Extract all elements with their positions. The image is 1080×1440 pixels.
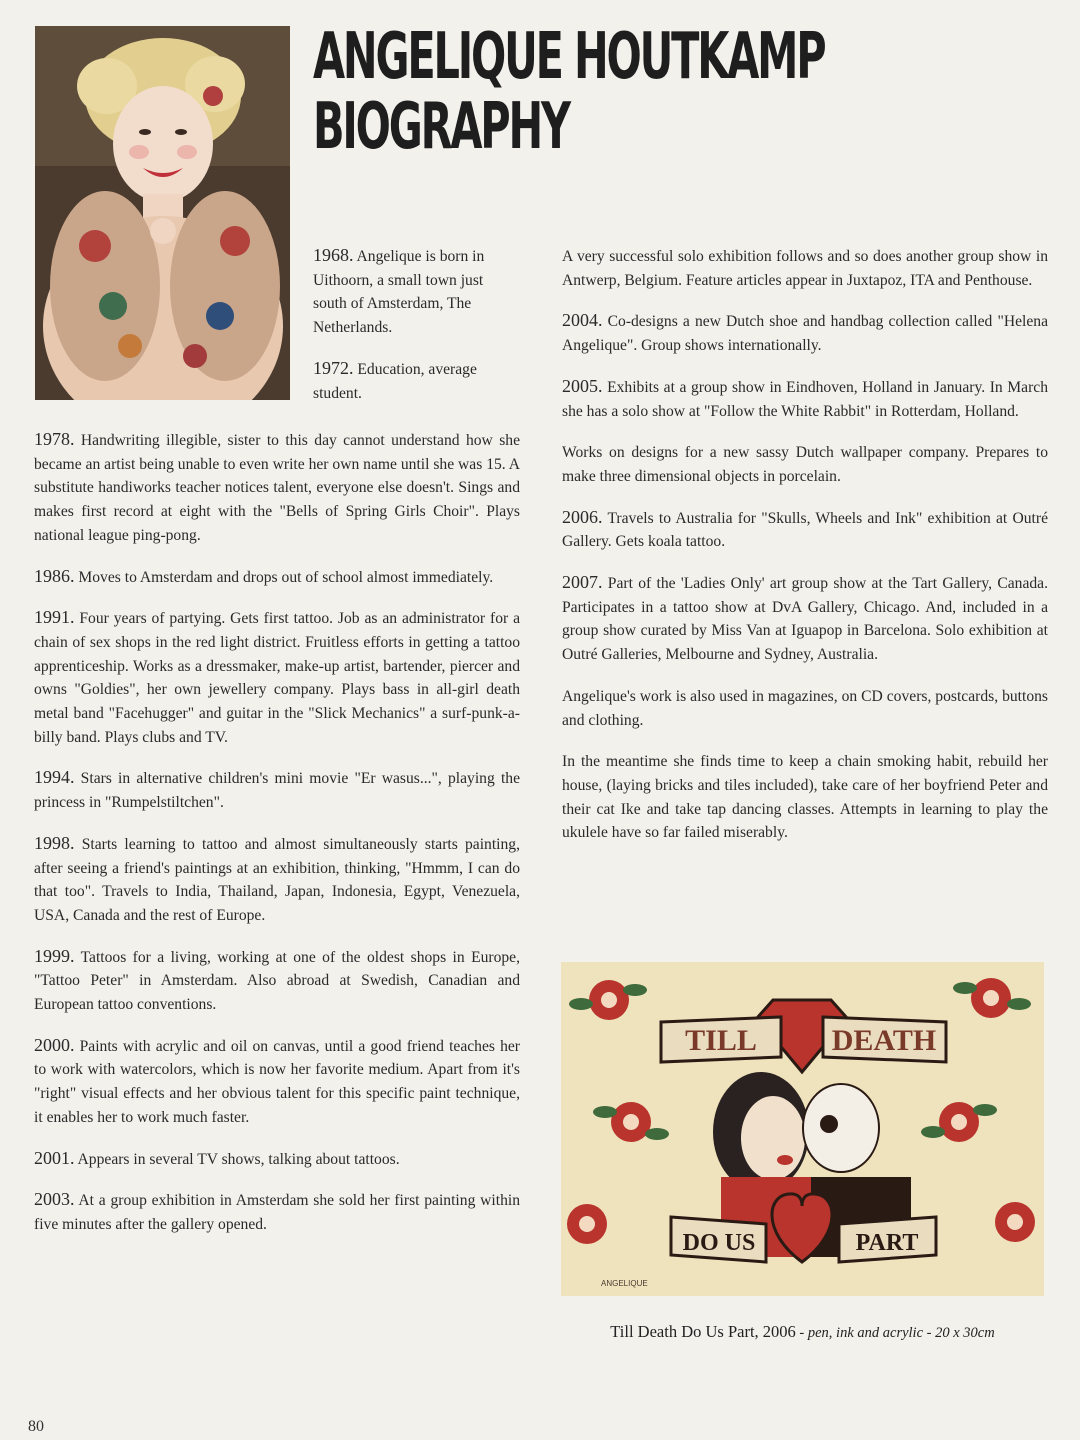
entry-text: Four years of partying. Gets first tattoo. Job as an administrator for a chain of sex shops in the red light district. Fruitless efforts in getting a tattoo apprenticeship. Works as a dressmaker, make-up artist, bartender, piercer and owns "Goldies", her own jewellery company. Plays bass in all-girl death metal band "Facehugger" and guitar in the "Slick Mechanics" a surf-punk-a-billy band. Plays clubs and TV.: [34, 610, 520, 746]
entry-text: Angelique is born in Uithoorn, a small town just south of Amsterdam, The Netherlands.: [313, 248, 485, 337]
entry-text: Education, average student.: [313, 360, 477, 402]
bio-entry: [562, 244, 1048, 292]
left-column: [34, 428, 520, 1237]
caption-title: Till Death Do Us Part, 2006: [610, 1322, 796, 1341]
entry-text: Moves to Amsterdam and drops out of school almost immediately.: [74, 568, 494, 586]
bio-entry: [562, 375, 1048, 423]
entry-text: Appears in several TV shows, talking about tattoos.: [74, 1150, 400, 1168]
entry-text: A very successful solo exhibition follows and so does another group show in Antwerp, Belgium. Feature articles appear in Juxtapoz, ITA and Penthouse.: [562, 248, 1048, 289]
bio-entry: [562, 684, 1048, 732]
page-title: [313, 20, 825, 164]
entry-year: 1998.: [34, 832, 75, 853]
bio-entry: [34, 766, 520, 814]
bio-entry: [34, 428, 520, 548]
bio-entry: [34, 1147, 520, 1172]
entry-text: Handwriting illegible, sister to this day cannot understand how she became an artist being unable to even write her own name until she was 15. A substitute handiworks teacher notices talent, everyone else doesn't. Sings and makes first record at eight with the "Bells of Spring Girls Choir". Plays national league ping-pong.: [34, 432, 520, 544]
entry-text: Stars in alternative children's mini movie "Er wasus...", playing the princess in "Rumpelstiltchen".: [34, 770, 520, 812]
artwork-image: [561, 962, 1044, 1296]
entry-year: 1986.: [34, 565, 75, 586]
entry-text: Works on designs for a new sassy Dutch wallpaper company. Prepares to make three dimensional objects in porcelain.: [562, 444, 1048, 485]
rose-icon: [995, 1202, 1035, 1242]
entry-year: 2003.: [34, 1189, 75, 1210]
entry-text: Part of the 'Ladies Only' art group show at the Tart Gallery, Canada. Participates in a tattoo show at DvA Gallery, Chicago. And, included in a group show curated by Miss Van at Iguapop in Barcelona. Solo exhibition at Outré Galleries, Melbourne and Sydney, Australia.: [562, 575, 1048, 664]
entry-text: Exhibits at a group show in Eindhoven, Holland in January. In March she has a solo show at "Follow the White Rabbit" in Rotterdam, Holland.: [562, 378, 1048, 420]
entry-year: 1991.: [34, 607, 75, 628]
banner-text-left: TILL: [685, 1024, 757, 1057]
artwork-caption: [561, 1322, 1044, 1342]
entry-year: 2004.: [562, 310, 603, 331]
entry-year: 2006.: [562, 506, 603, 527]
banner-text-bottom-left: DO US: [682, 1230, 756, 1256]
bio-entry: [313, 244, 518, 340]
rose-icon: [567, 1204, 607, 1244]
bio-entry: [34, 945, 520, 1017]
bio-entry: [34, 832, 520, 928]
entry-text: At a group exhibition in Amsterdam she sold her first painting within five minutes after the gallery opened.: [34, 1192, 520, 1233]
entry-text: Co-designs a new Dutch shoe and handbag collection called "Helena Angelique". Group shows internationally.: [562, 313, 1048, 355]
bio-entry: [34, 1188, 520, 1236]
entry-year: 1972.: [313, 357, 354, 378]
entry-text: Paints with acrylic and oil on canvas, until a good friend teaches her to work with watercolors, which is now her favorite medium. Apart from it's "right" visual effects and her obvious talent for this specific paint technique, it enables her to work much faster.: [34, 1037, 520, 1126]
bio-entry: [562, 571, 1048, 667]
caption-meta: - pen, ink and acrylic - 20 x 30cm: [795, 1325, 995, 1341]
bio-entry: [34, 1034, 520, 1130]
banner-text-bottom-right: PART: [855, 1230, 919, 1256]
entry-year: 1968.: [313, 245, 354, 265]
entry-year: 2005.: [562, 375, 603, 396]
entry-year: 2007.: [562, 572, 603, 593]
page-number: 80: [28, 1418, 44, 1435]
entry-year: 2001.: [34, 1147, 75, 1168]
portrait-photo: [35, 26, 290, 400]
bio-entry: [313, 357, 518, 405]
bio-entry: [34, 606, 520, 749]
entry-year: 1994.: [34, 767, 75, 788]
entry-year: 1999.: [34, 945, 75, 966]
entry-year: 1978.: [34, 429, 75, 449]
entry-text: Tattoos for a living, working at one of the oldest shops in Europe, "Tattoo Peter" in Amsterdam. Also abroad at Swedish, Canadian and European tattoo conventions.: [34, 948, 520, 1014]
entry-text: Travels to Australia for "Skulls, Wheels and Ink" exhibition at Outré Gallery. Gets koala tattoo.: [562, 509, 1048, 551]
bio-entry: [562, 440, 1048, 488]
entry-text: Starts learning to tattoo and almost simultaneously starts painting, after seeing a friend's paintings at an exhibition, thinking, "Hmmm, I can do that too". Travels to India, Thailand, Japan, Indonesia, Egypt, Venezuela, USA, Canada and the rest of Europe.: [34, 835, 520, 924]
entry-text: In the meantime she finds time to keep a chain smoking habit, rebuild her house, (laying bricks and tiles included), take care of her boyfriend Peter and their cat Ike and take tap dancing classes. Attempts in learning to play the ukulele have so far failed miserably.: [562, 753, 1048, 842]
entry-year: 2000.: [34, 1034, 75, 1055]
bio-entry: [34, 565, 520, 590]
banner-text-right: DEATH: [831, 1024, 937, 1057]
bio-entry: [562, 749, 1048, 845]
bio-entry: [562, 309, 1048, 357]
intro-column: [313, 244, 518, 405]
artist-signature: ANGELIQUE: [601, 1279, 648, 1288]
bio-entry: [562, 506, 1048, 554]
right-column: [562, 244, 1048, 845]
title-line-1: ANGELIQUE HOUTKAMP: [313, 20, 825, 94]
entry-text: Angelique's work is also used in magazines, on CD covers, postcards, buttons and clothing.: [562, 687, 1048, 729]
title-line-2: BIOGRAPHY: [313, 90, 569, 164]
